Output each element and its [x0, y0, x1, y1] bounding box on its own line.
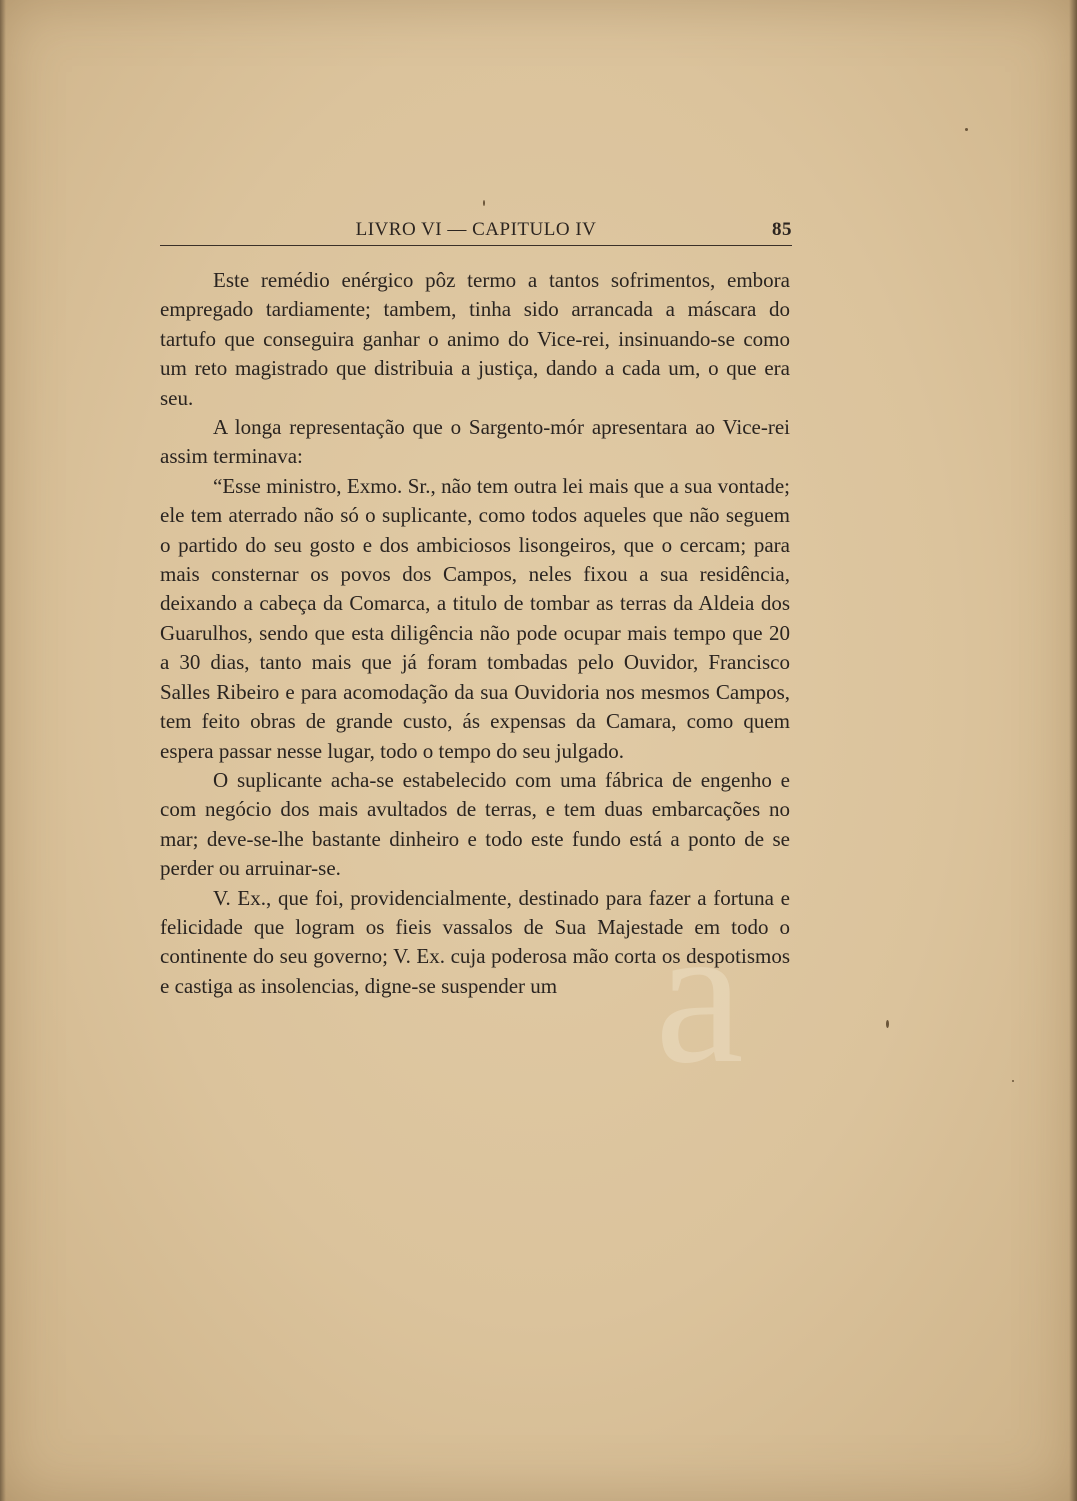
paper-speck [1012, 1080, 1014, 1082]
page-edge-right [1069, 0, 1077, 1501]
paragraph: “Esse ministro, Exmo. Sr., não tem outra lei mais que a sua vontade; ele tem aterrado não só o suplicante, como todos aqueles que não seguem o partido do seu gosto e dos ambiciosos lisongeiros, que o cercam; para mais consternar os povos dos Campos, neles fixou a sua residência, deixando a cabeça da Comarca, a titulo de tombar as terras da Aldeia dos Guarulhos, sendo que esta diligência não pode ocupar mais tempo que 20 a 30 dias, tanto mais que já foram tombadas pelo Ouvidor, Francisco Salles Ribeiro e para acomodação da sua Ouvidoria nos mesmos Campos, tem feito obras de grande custo, ás expensas da Camara, como quem espera passar nesse lugar, todo o tempo do seu julgado. [160, 473, 790, 763]
body-text [160, 266, 790, 1001]
page-number: 85 [772, 219, 792, 240]
paragraph: A longa representação que o Sargento-mór apresentara ao Vice-rei assim terminava: [160, 415, 790, 469]
paper-speck [965, 128, 968, 131]
paragraph: Este remédio enérgico pôz termo a tantos sofrimentos, embora empregado tardiamente; tambem, tinha sido arrancada a máscara do tartufo que conseguira ganhar o animo do Vice-rei, insinuando-se como um reto magistrado que distribuia a justiça, dando a cada um, o que era seu. [160, 268, 790, 410]
paper-speck [886, 1020, 889, 1028]
page-edge-left [0, 0, 6, 1501]
running-title: LIVRO VI — CAPITULO IV [355, 219, 597, 240]
paragraph: O suplicante acha-se estabelecido com uma fábrica de engenho e com negócio dos mais avultados de terras, e tem duas embarcações no mar; deve-se-lhe bastante dinheiro e todo este fundo está a ponto de se perder ou arruinar-se. [160, 767, 790, 881]
watermark-letter: a [655, 884, 744, 1105]
header-rule [160, 245, 792, 246]
paper-speck [483, 200, 485, 206]
paragraph: V. Ex., que foi, providencialmente, destinado para fazer a fortuna e felicidade que logram os fieis vassalos de Sua Majestade em todo o continente do seu governo; V. Ex. cuja poderosa mão corta os despotismos e castiga as insolencias, digne-se suspender um [160, 885, 790, 998]
running-header [160, 219, 792, 245]
